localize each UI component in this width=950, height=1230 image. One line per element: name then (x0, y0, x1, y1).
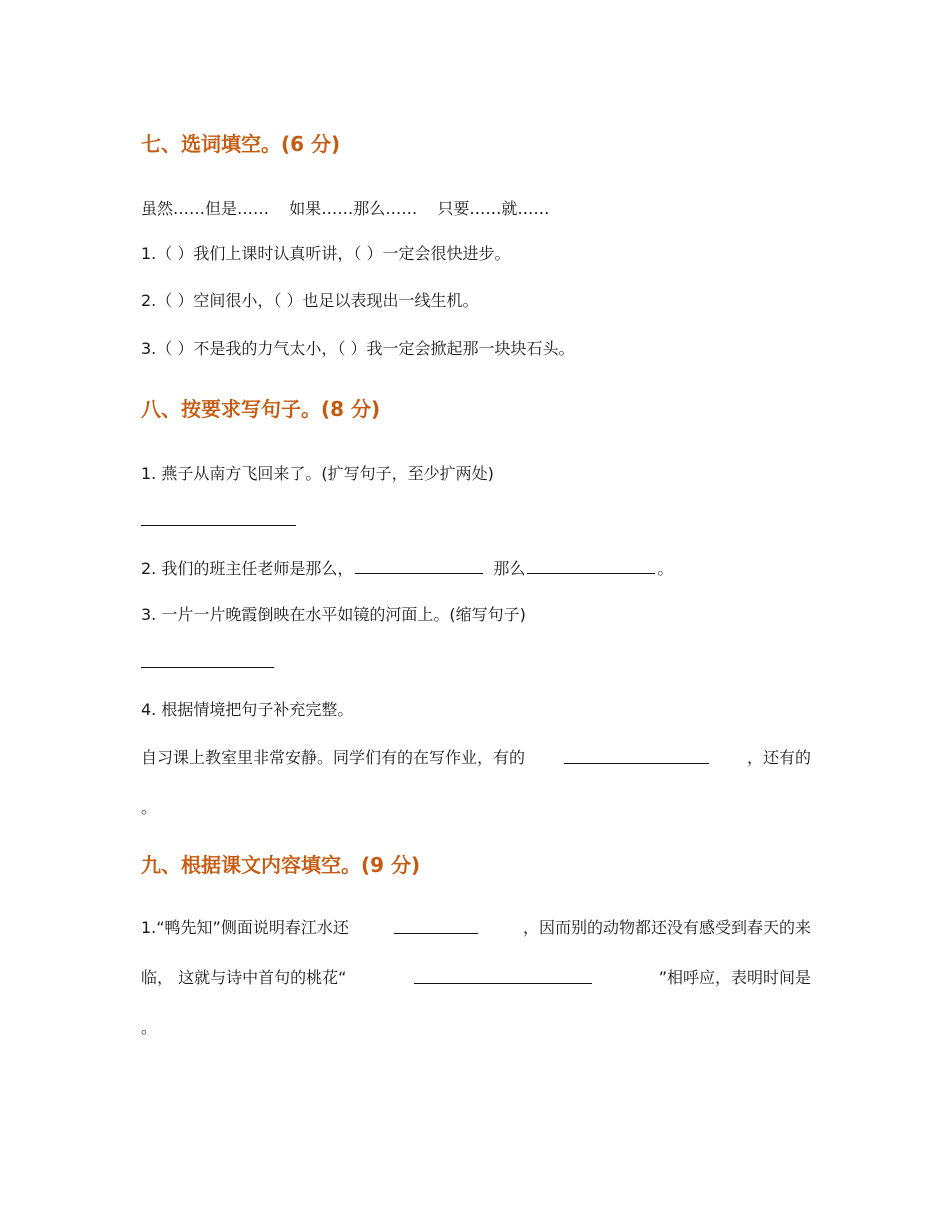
answer-blank[interactable] (355, 557, 483, 574)
question-8-4-end: 。 (141, 798, 158, 817)
question-text: 临， 这就与诗中首句的桃花“ (141, 968, 347, 987)
section-9-heading: 九、根据课文内容填空。(9 分) (141, 853, 421, 877)
answer-blank[interactable] (564, 747, 709, 764)
question-7-3 (141, 338, 574, 360)
question-8-3: 3. 一片一片晚霞倒映在水平如镜的河面上。(缩写句子) (141, 605, 526, 624)
word-bank-item-1: 虽然……但是…… (141, 199, 270, 218)
question-9-1-end: 。 (141, 1018, 158, 1037)
question-8-4: 4. 根据情境把句子补充完整。 (141, 700, 354, 719)
word-bank (141, 198, 549, 220)
answer-blank[interactable] (394, 917, 478, 934)
question-text: （ ）我们上课时认真听讲，（ ）一定会很快进步。 (156, 244, 511, 263)
question-number: 1. (141, 244, 157, 263)
question-9-1-line-2 (141, 967, 811, 989)
question-text: 那么 (493, 559, 526, 578)
question-8-4-sentence (141, 747, 811, 769)
question-number: 2. (141, 291, 157, 310)
question-number: 3. (141, 339, 157, 358)
section-8-heading: 八、按要求写句子。(8 分) (141, 397, 381, 421)
word-bank-item-2: 如果……那么…… (289, 199, 418, 218)
question-8-2 (141, 557, 673, 580)
question-text: ”相呼应，表明时间是 (658, 968, 811, 987)
question-text: （ ）不是我的力气太小，（ ）我一定会掀起那一块块石头。 (156, 339, 575, 358)
question-text: ，因而别的动物都还没有感受到春天的来 (522, 918, 811, 937)
question-text: 。 (657, 559, 674, 578)
question-7-2 (141, 290, 478, 312)
word-bank-item-3: 只要……就…… (437, 199, 550, 218)
question-text: 1.“鸭先知”侧面说明春江水还 (141, 918, 349, 937)
section-7-heading: 七、选词填空。(6 分) (141, 132, 341, 156)
question-7-1 (141, 243, 510, 265)
answer-line-8-3[interactable] (141, 667, 274, 668)
answer-line-8-1[interactable] (141, 525, 296, 526)
question-8-1: 1. 燕子从南方飞回来了。(扩写句子，至少扩两处) (141, 464, 494, 483)
answer-blank[interactable] (527, 557, 655, 574)
question-text: （ ）空间很小，（ ）也足以表现出一线生机。 (156, 291, 479, 310)
answer-blank[interactable] (414, 967, 592, 984)
question-text: ，还有的 (746, 748, 811, 767)
question-9-1-line-1 (141, 917, 811, 939)
question-text: 2. 我们的班主任老师是那么， (141, 559, 354, 578)
question-text: 自习课上教室里非常安静。同学们有的在写作业，有的 (141, 748, 526, 767)
